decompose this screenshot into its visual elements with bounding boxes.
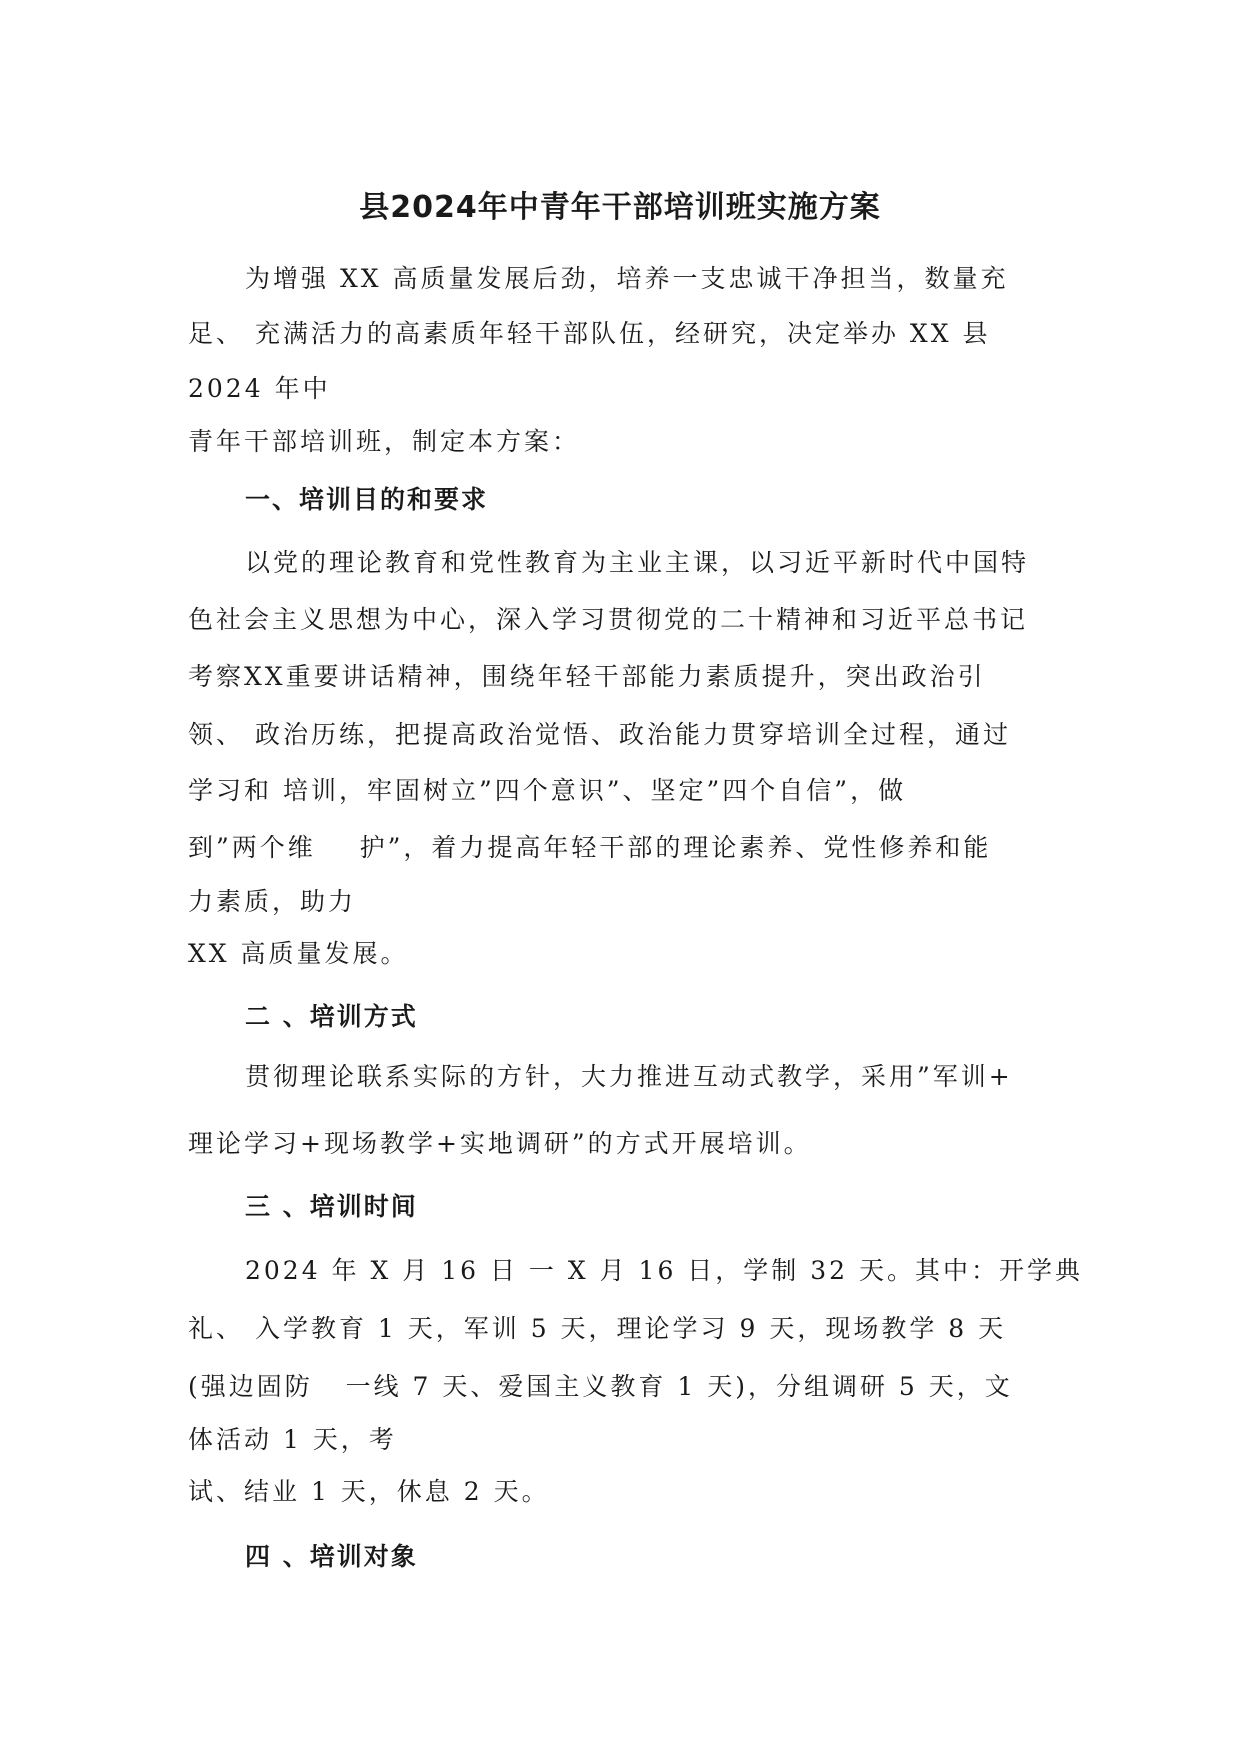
intro-line: 为增强 XX 高质量发展后劲，培养一支忠诚干净担当，数量充 <box>245 264 1009 293</box>
section-line: 试、结业 1 天，休息 2 天。 <box>188 1477 550 1506</box>
section-line: 色社会主义思想为中心，深入学习贯彻党的二十精神和习近平总书记 <box>188 605 1029 634</box>
section-heading: 一、培训目的和要求 <box>245 485 489 514</box>
section-line: 理论学习+现场教学+实地调研”的方式开展培训。 <box>188 1129 812 1158</box>
intro-line: 青年干部培训班，制定本方案： <box>188 427 581 456</box>
section-line: 到”两个维 护”，着力提高年轻干部的理论素养、党性修养和能 <box>188 833 992 862</box>
section-line: 以党的理论教育和党性教育为主业主课，以习近平新时代中国特 <box>245 548 1030 577</box>
section-line: 礼、 入学教育 1 天，军训 5 天，理论学习 9 天，现场教学 8 天 <box>188 1314 1007 1343</box>
section-line: 贯彻理论联系实际的方针，大力推进互动式教学，采用”军训+ <box>245 1062 1013 1091</box>
section-heading: 四 、培训对象 <box>245 1542 418 1571</box>
section-line: 考察XX重要讲话精神，围绕年轻干部能力素质提升，突出政治引 <box>188 662 986 691</box>
intro-line: 2024 年中 <box>188 374 331 403</box>
section-line: 2024 年 X 月 16 日 一 X 月 16 日，学制 32 天。其中：开学典 <box>245 1256 1084 1285</box>
section-line: 体活动 1 天，考 <box>188 1425 397 1454</box>
section-heading: 三 、培训时间 <box>245 1192 418 1221</box>
section-line: 力素质，助力 <box>188 887 357 916</box>
section-line: 学习和 培训，牢固树立”四个意识”、坚定”四个自信”，做 <box>188 776 907 805</box>
section-line: XX 高质量发展。 <box>188 939 409 968</box>
document-title: 县2024年中青年干部培训班实施方案 <box>359 190 881 225</box>
section-line: (强边固防 一线 7 天、爱国主义教育 1 天)，分组调研 5 天，文 <box>188 1372 1013 1401</box>
section-line: 领、 政治历练，把提高政治觉悟、政治能力贯穿培训全过程，通过 <box>188 720 1011 749</box>
intro-line: 足、 充满活力的高素质年轻干部队伍，经研究，决定举办 XX 县 <box>188 319 991 348</box>
section-heading: 二 、培训方式 <box>245 1002 418 1031</box>
